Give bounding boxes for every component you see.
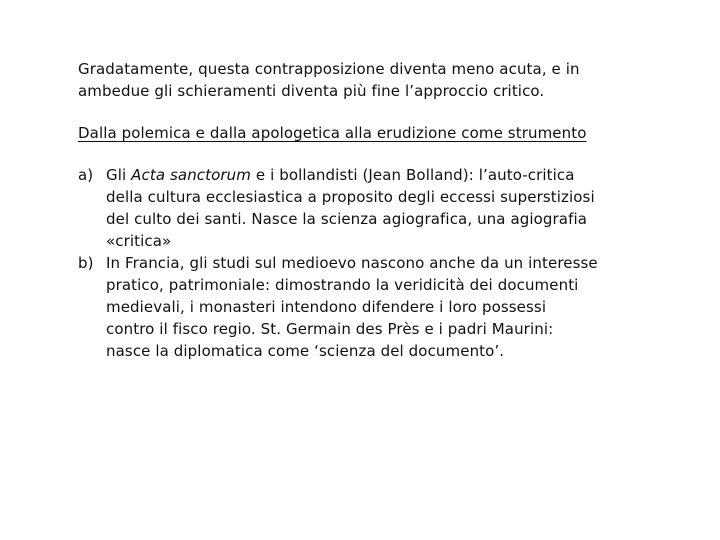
section-heading: Dalla polemica e dalla apologetica alla erudizione come strumento — [78, 124, 587, 142]
list-marker-b: b) — [78, 254, 94, 272]
acta-sanctorum-title: Acta sanctorum — [131, 166, 251, 184]
list-marker-a: a) — [78, 166, 94, 184]
list-item-a-body: e i bollandisti (Jean Bolland): l’auto-critica della cultura ecclesiastica a proposito degli eccessi superstiziosi del culto dei santi. Nasce la scienza agiografica, una agiografia «critica» — [106, 166, 595, 250]
list-item-b — [78, 252, 598, 362]
list-item-b-text: In Francia, gli studi sul medioevo nascono anche da un interesse pratico, patrimoniale: dimostrando la veridicità dei documenti medievali, i monasteri intendono difendere i loro possessi contro il fisco regio. St. Germain des Près e i padri Maurini: nasce la diplomatica come ‘scienza del documento’. — [106, 254, 598, 360]
list-item-a-text — [106, 164, 598, 252]
list-item-a-prefix: Gli — [106, 166, 132, 184]
list-item-a — [78, 164, 598, 252]
item-list — [78, 164, 598, 362]
slide-text — [78, 58, 598, 362]
intro-paragraph: Gradatamente, questa contrapposizione diventa meno acuta, e in ambedue gli schieramenti diventa più fine l’approccio critico. — [78, 60, 580, 100]
